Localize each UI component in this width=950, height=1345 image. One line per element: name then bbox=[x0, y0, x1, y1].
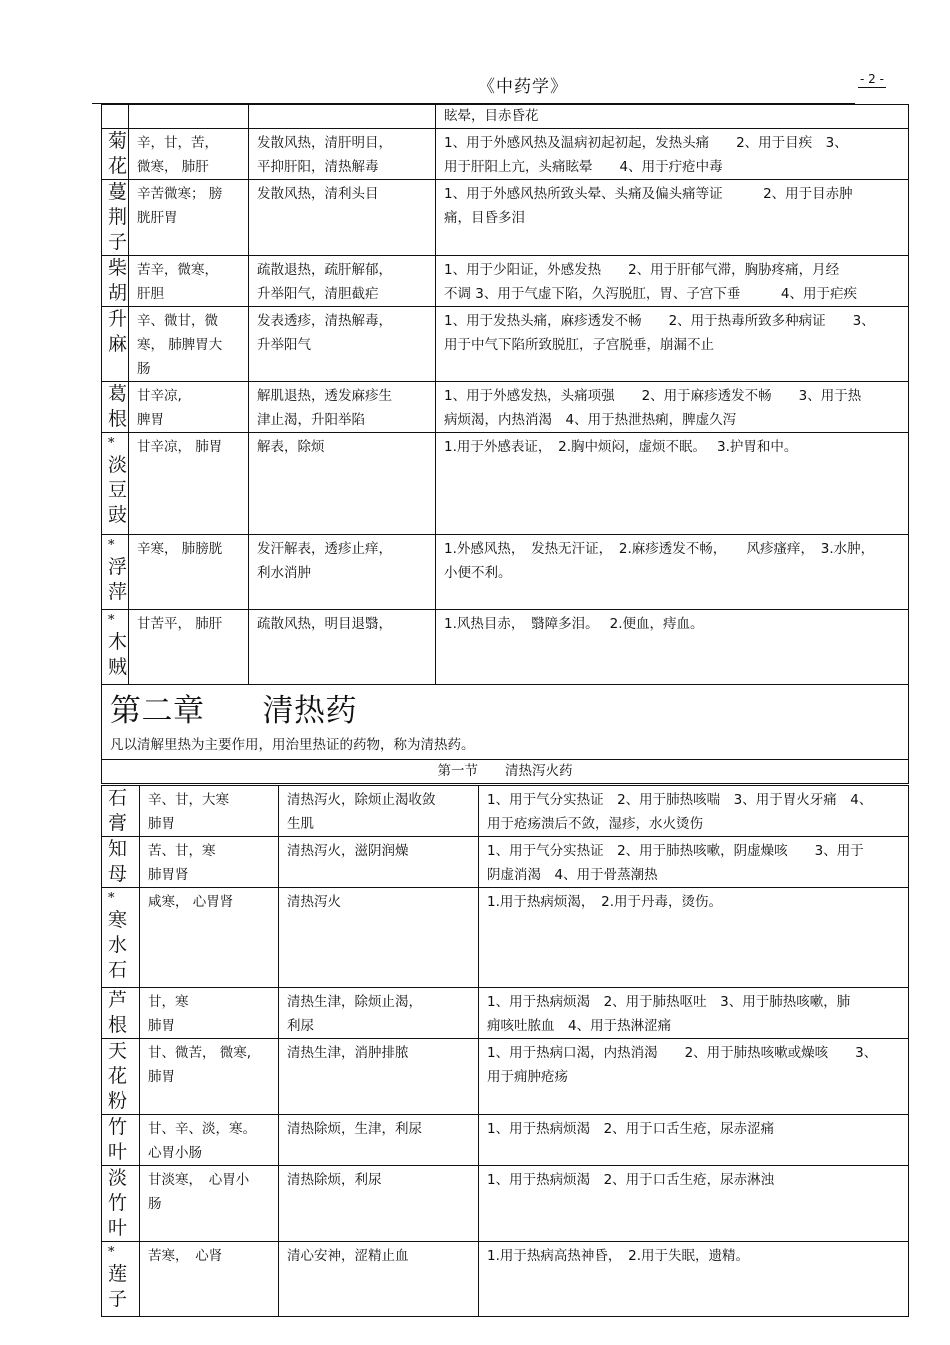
function-line: 清热生津，消肿排脓 bbox=[287, 1045, 409, 1061]
herb-name: 木贼 bbox=[108, 631, 128, 678]
function-line: 清热泻火，滋阴润燥 bbox=[287, 843, 409, 859]
herb-name: 浮萍 bbox=[108, 556, 128, 603]
indication-line: 1、用于热病口渴，内热消渴 2、用于肺热咳嗽或燥咳 3、 bbox=[487, 1045, 878, 1061]
indication-cell bbox=[436, 307, 909, 382]
property-line: 辛、甘，大寒 bbox=[148, 792, 229, 808]
property-cell bbox=[129, 180, 249, 256]
chapter-label: 第二章 bbox=[110, 693, 205, 729]
indication-line: 1、用于热病烦渴 2、用于口舌生疮，尿赤淋浊 bbox=[487, 1172, 775, 1188]
property-line: 肠 bbox=[137, 361, 151, 377]
indication-text: 眩晕，目赤昏花 bbox=[444, 108, 539, 124]
herb-name: 石膏 bbox=[102, 786, 140, 837]
table-row bbox=[102, 1242, 909, 1317]
function-cell bbox=[279, 786, 479, 837]
herb-name: 菊花 bbox=[102, 129, 129, 180]
property-line: 苦、甘，寒 bbox=[148, 843, 216, 859]
function-line: 发散风热，清利头目 bbox=[257, 186, 379, 202]
property-line: 甘辛凉， 肺胃 bbox=[137, 439, 223, 455]
function-cell bbox=[279, 988, 479, 1039]
function-line: 发汗解表，透疹止痒， bbox=[257, 541, 392, 557]
herb-table-2 bbox=[101, 785, 909, 1317]
table-row bbox=[102, 1115, 909, 1166]
table-row bbox=[102, 535, 909, 610]
indication-line: 用于疮疡溃后不敛，湿疹，水火烫伤 bbox=[487, 816, 703, 832]
indication-line: 1.用于热病烦渴， 2.用于丹毒，烫伤。 bbox=[487, 894, 723, 910]
property-line: 寒， 肺脾胃大 bbox=[137, 337, 223, 353]
indication-cell bbox=[436, 180, 909, 256]
optional-marker: * bbox=[108, 613, 115, 628]
table-row bbox=[102, 307, 909, 382]
property-line: 胱肝胃 bbox=[137, 210, 178, 226]
function-cell bbox=[249, 180, 436, 256]
optional-marker: * bbox=[108, 891, 115, 906]
function-line: 解表，除烦 bbox=[257, 439, 325, 455]
property-line: 脾胃 bbox=[137, 412, 164, 428]
table-row bbox=[102, 180, 909, 256]
herb-name: 芦根 bbox=[102, 988, 140, 1039]
herb-name: 竹叶 bbox=[102, 1115, 140, 1166]
function-line: 清热生津，除烦止渴， bbox=[287, 994, 422, 1010]
table-row bbox=[102, 610, 909, 685]
indication-cell bbox=[436, 256, 909, 307]
property-cell bbox=[140, 786, 279, 837]
function-line: 清心安神，涩精止血 bbox=[287, 1248, 409, 1264]
property-line: 甘、辛、淡，寒。 bbox=[148, 1121, 256, 1137]
property-cell bbox=[129, 535, 249, 610]
property-cell bbox=[140, 1242, 279, 1317]
property-cell bbox=[129, 256, 249, 307]
function-line: 平抑肝阳，清热解毒 bbox=[257, 159, 379, 175]
property-line: 甘淡寒， 心胃小 bbox=[148, 1172, 250, 1188]
indication-line: 1、用于热病烦渴 2、用于肺热呕吐 3、用于肺热咳嗽，肺 bbox=[487, 994, 851, 1010]
function-line: 升举阳气 bbox=[257, 337, 311, 353]
function-line: 发表透疹，清热解毒， bbox=[257, 313, 392, 329]
property-line: 苦寒， 心肾 bbox=[148, 1248, 223, 1264]
indication-cell bbox=[436, 535, 909, 610]
property-line: 肺胃肾 bbox=[148, 867, 189, 883]
property-cell bbox=[140, 888, 279, 988]
page-number: - 2 - bbox=[860, 72, 884, 86]
function-line: 津止渴，升阳举陷 bbox=[257, 412, 365, 428]
function-line: 升举阳气，清胆截疟 bbox=[257, 286, 379, 302]
table-row bbox=[102, 837, 909, 888]
indication-line: 1.风热目赤， 翳障多泪。 2.便血，痔血。 bbox=[444, 616, 704, 632]
herb-name: 升麻 bbox=[102, 307, 129, 382]
function-cell bbox=[249, 382, 436, 433]
property-cell bbox=[140, 837, 279, 888]
function-line: 清热除烦，生津，利尿 bbox=[287, 1121, 422, 1137]
chapter-name: 清热药 bbox=[262, 693, 357, 729]
property-cell bbox=[129, 307, 249, 382]
indication-line: 用于痈肿疮疡 bbox=[487, 1069, 568, 1085]
indication-line: 1.外感风热， 发热无汗证， 2.麻疹透发不畅， 风疹瘙痒， 3.水肿， bbox=[444, 541, 875, 557]
property-line: 咸寒， 心胃肾 bbox=[148, 894, 234, 910]
indication-line: 阴虚消渴 4、用于骨蒸潮热 bbox=[487, 867, 658, 883]
herb-name: 莲子 bbox=[108, 1263, 128, 1310]
herb-name-cell bbox=[102, 105, 129, 129]
function-line: 发散风热，清肝明目， bbox=[257, 135, 392, 151]
section-row bbox=[102, 760, 909, 784]
indication-line: 1、用于热病烦渴 2、用于口舌生疮，尿赤涩痛 bbox=[487, 1121, 775, 1137]
property-cell bbox=[129, 382, 249, 433]
indication-line: 1、用于外感风热所致头晕、头痛及偏头痛等证 2、用于目赤肿 bbox=[444, 186, 853, 202]
function-cell bbox=[279, 1115, 479, 1166]
indication-cell bbox=[479, 837, 909, 888]
table-row bbox=[102, 1166, 909, 1242]
property-line: 辛寒， 肺膀胱 bbox=[137, 541, 223, 557]
property-cell bbox=[129, 433, 249, 535]
indication-cell bbox=[479, 1115, 909, 1166]
function-line: 清热泻火，除烦止渴收敛 bbox=[287, 792, 436, 808]
indication-cell bbox=[479, 1166, 909, 1242]
herb-name-cell bbox=[102, 610, 129, 685]
indication-cell bbox=[436, 105, 909, 129]
function-cell bbox=[279, 888, 479, 988]
section-heading: 第一节 清热泻火药 bbox=[102, 760, 909, 784]
property-cell bbox=[129, 129, 249, 180]
indication-line: 不调 3、用于气虚下陷，久泻脱肛，胃、子宫下垂 4、用于疟疾 bbox=[444, 286, 857, 302]
indication-line: 痈咳吐脓血 4、用于热淋涩痛 bbox=[487, 1018, 672, 1034]
herb-name: 寒水石 bbox=[108, 909, 128, 981]
indication-line: 1、用于气分实热证 2、用于肺热咳喘 3、用于胃火牙痛 4、 bbox=[487, 792, 873, 808]
function-cell bbox=[249, 256, 436, 307]
function-cell bbox=[279, 1166, 479, 1242]
herb-name-cell bbox=[102, 888, 140, 988]
indication-cell bbox=[479, 1242, 909, 1317]
indication-line: 用于中气下陷所致脱肛，子宫脱垂，崩漏不止 bbox=[444, 337, 714, 353]
table-row bbox=[102, 888, 909, 988]
indication-cell bbox=[479, 1039, 909, 1115]
indication-line: 1、用于外感风热及温病初起初起，发热头痛 2、用于目疾 3、 bbox=[444, 135, 848, 151]
function-line: 解肌退热，透发麻疹生 bbox=[257, 388, 392, 404]
function-cell bbox=[249, 610, 436, 685]
function-cell bbox=[249, 105, 436, 129]
herb-name-cell bbox=[102, 535, 129, 610]
property-line: 苦辛，微寒， bbox=[137, 262, 218, 278]
table-row bbox=[102, 433, 909, 535]
herb-name: 柴胡 bbox=[102, 256, 129, 307]
indication-cell bbox=[436, 382, 909, 433]
indication-line: 1.用于外感表证， 2.胸中烦闷，虚烦不眠。 3.护胃和中。 bbox=[444, 439, 798, 455]
herb-name-cell bbox=[102, 1242, 140, 1317]
optional-marker: * bbox=[108, 436, 115, 451]
indication-line: 1、用于少阳证，外感发热 2、用于肝郁气滞，胸胁疼痛，月经 bbox=[444, 262, 840, 278]
property-line: 微寒， 肺肝 bbox=[137, 159, 209, 175]
function-line: 清热除烦，利尿 bbox=[287, 1172, 382, 1188]
herb-name: 天花粉 bbox=[102, 1039, 140, 1115]
function-line: 清热泻火 bbox=[287, 894, 341, 910]
function-line: 生肌 bbox=[287, 816, 314, 832]
property-line: 甘、微苦， 微寒, bbox=[148, 1045, 252, 1061]
property-cell bbox=[140, 1166, 279, 1242]
table-row bbox=[102, 786, 909, 837]
indication-line: 用于肝阳上亢，头痛眩晕 4、用于疔疮中毒 bbox=[444, 159, 723, 175]
property-line: 肺胃 bbox=[148, 1069, 175, 1085]
indication-cell bbox=[436, 129, 909, 180]
indication-cell bbox=[436, 610, 909, 685]
indication-line: 小便不利。 bbox=[444, 565, 512, 581]
herb-table-1 bbox=[101, 104, 909, 784]
indication-cell bbox=[479, 888, 909, 988]
indication-line: 1.用于热病高热神昏， 2.用于失眠，遗精。 bbox=[487, 1248, 750, 1264]
indication-cell bbox=[479, 988, 909, 1039]
function-cell bbox=[279, 1039, 479, 1115]
function-line: 利尿 bbox=[287, 1018, 314, 1034]
property-cell bbox=[140, 1115, 279, 1166]
property-cell bbox=[129, 610, 249, 685]
indication-line: 病烦渴，内热消渴 4、用于热泄热痢，脾虚久泻 bbox=[444, 412, 737, 428]
property-line: 辛苦微寒； 膀 bbox=[137, 186, 223, 202]
function-cell bbox=[249, 433, 436, 535]
function-cell bbox=[279, 1242, 479, 1317]
herb-name-cell bbox=[102, 433, 129, 535]
property-line: 辛、微甘，微 bbox=[137, 313, 218, 329]
property-line: 甘苦平， 肺肝 bbox=[137, 616, 223, 632]
table-row-continuation bbox=[102, 105, 909, 129]
optional-marker: * bbox=[108, 538, 115, 553]
chapter-intro: 凡以清解里热为主要作用，用治里热证的药物，称为清热药。 bbox=[110, 737, 475, 753]
property-line: 辛，甘，苦， bbox=[137, 135, 218, 151]
function-line: 利水消肿 bbox=[257, 565, 311, 581]
running-header-title: 《中药学》 bbox=[478, 77, 568, 97]
function-cell bbox=[249, 535, 436, 610]
indication-line: 1、用于气分实热证 2、用于肺热咳嗽，阴虚燥咳 3、用于 bbox=[487, 843, 864, 859]
herb-name: 淡竹叶 bbox=[102, 1166, 140, 1242]
property-line: 甘，寒 bbox=[148, 994, 189, 1010]
property-cell bbox=[140, 988, 279, 1039]
property-line: 甘辛凉, bbox=[137, 388, 182, 404]
property-line: 肺胃 bbox=[148, 1018, 175, 1034]
property-cell bbox=[140, 1039, 279, 1115]
herb-name: 蔓荆子 bbox=[102, 180, 129, 256]
table-row bbox=[102, 382, 909, 433]
function-cell bbox=[249, 129, 436, 180]
table-row bbox=[102, 256, 909, 307]
indication-line: 1、用于发热头痛，麻疹透发不畅 2、用于热毒所致多种病证 3、 bbox=[444, 313, 875, 329]
function-line: 疏散风热，明目退翳， bbox=[257, 616, 392, 632]
chapter-cell bbox=[102, 685, 909, 760]
optional-marker: * bbox=[108, 1245, 115, 1260]
indication-line: 痛，目昏多泪 bbox=[444, 210, 525, 226]
indication-line: 1、用于外感发热，头痛项强 2、用于麻疹透发不畅 3、用于热 bbox=[444, 388, 862, 404]
table-row bbox=[102, 1039, 909, 1115]
indication-cell bbox=[436, 433, 909, 535]
property-line: 心胃小肠 bbox=[148, 1145, 202, 1161]
table-row bbox=[102, 988, 909, 1039]
property-cell bbox=[129, 105, 249, 129]
function-cell bbox=[249, 307, 436, 382]
herb-name: 葛根 bbox=[102, 382, 129, 433]
property-line: 肝胆 bbox=[137, 286, 164, 302]
chapter-row bbox=[102, 685, 909, 760]
chapter-heading bbox=[110, 689, 908, 733]
indication-cell bbox=[479, 786, 909, 837]
property-line: 肠 bbox=[148, 1196, 162, 1212]
herb-name: 知母 bbox=[102, 837, 140, 888]
table-row bbox=[102, 129, 909, 180]
function-line: 疏散退热，疏肝解郁， bbox=[257, 262, 392, 278]
property-line: 肺胃 bbox=[148, 816, 175, 832]
herb-name: 淡豆豉 bbox=[108, 454, 128, 526]
function-cell bbox=[279, 837, 479, 888]
